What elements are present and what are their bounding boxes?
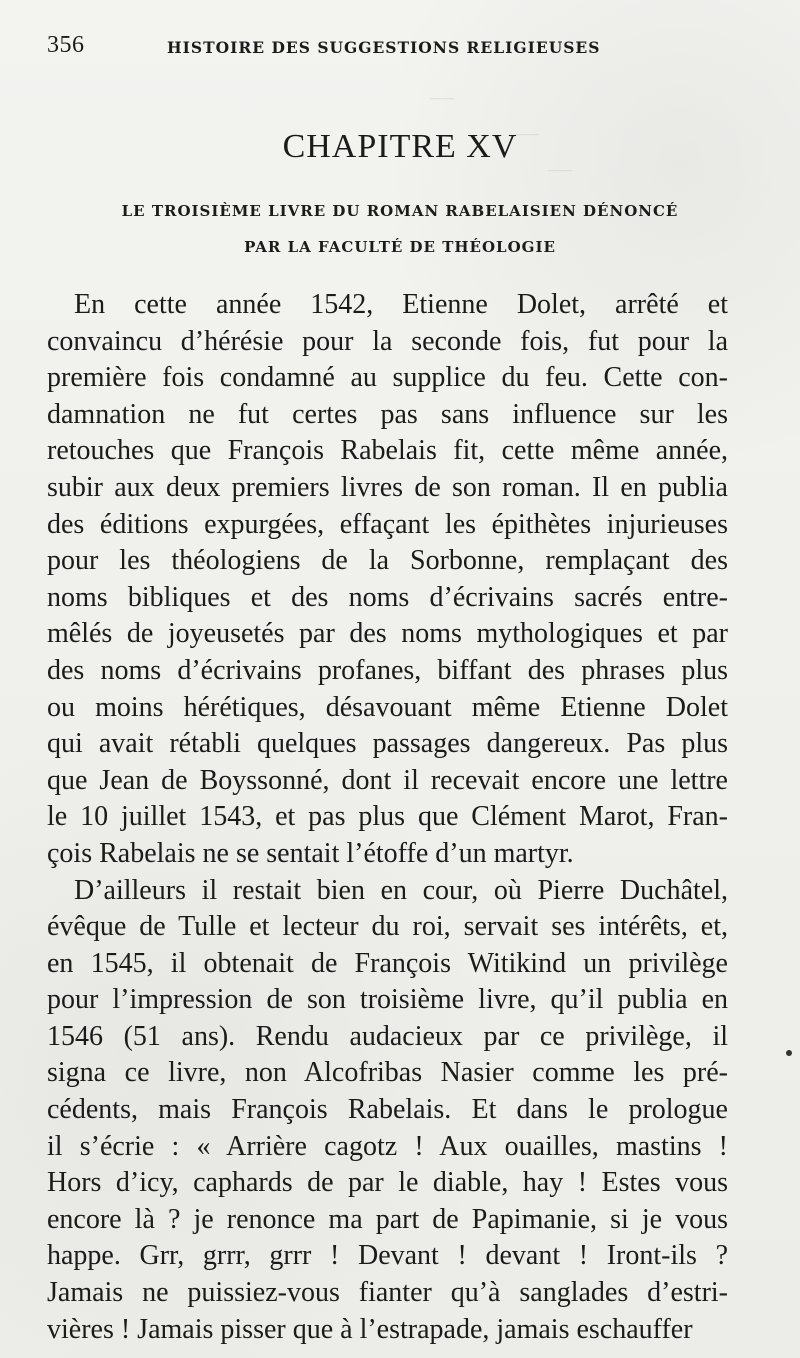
paragraph-2-line-11: happe. Grr, grrr, grrr ! Devant ! devant ! Iront-ils ? — [47, 1240, 728, 1272]
paragraph-1-line-1: En cette année 1542, Etienne Dolet, arrêté et — [74, 289, 728, 320]
paragraph-1-line-10: mêlés de joyeusetés par des noms mythologiques et par — [47, 618, 728, 650]
page-number: 356 — [47, 32, 85, 58]
paragraph-2-line-10: encore là ? je renonce ma part de Papimanie, si je vous — [47, 1203, 728, 1235]
paragraph-2-line-2: évêque de Tulle et lecteur du roi, servait ses intérêts, et, — [47, 911, 728, 943]
paragraph-1-line-13: qui avait rétabli quelques passages dangereux. Pas plus — [47, 728, 728, 760]
bleed-through-text: — — [548, 159, 572, 185]
paragraph-2-line-1: D’ailleurs il restait bien en cour, où Pierre Duchâtel, — [74, 874, 728, 906]
body-text — [47, 287, 728, 1348]
paragraph-1-line-5: retouches que François Rabelais fit, cette même année, — [47, 435, 728, 467]
paragraph-2-line-4: pour l’impression de son troisième livre, qu’il publia en — [47, 984, 728, 1016]
running-head — [47, 32, 752, 64]
paragraph-1-line-15: le 10 juillet 1543, et pas plus que Clément Marot, Fran- — [47, 801, 728, 833]
paragraph-1-line-16: çois Rabelais ne se sentait l’étoffe d’un martyr. — [47, 837, 574, 869]
paragraph-2-line-6: signa ce livre, non Alcofribas Nasier comme les pré- — [47, 1057, 728, 1089]
bleed-through-text: — — [430, 87, 454, 113]
chapter-subtitle-line-2: PAR LA FACULTÉ DE THÉOLOGIE — [244, 238, 556, 256]
paragraph-2-line-13: vières ! Jamais pisser que à l’estrapade, jamais eschauffer — [47, 1313, 693, 1345]
paragraph-1-line-14: que Jean de Boyssonné, dont il recevait encore une lettre — [47, 764, 728, 796]
paragraph-2-line-8: il s’écrie : « Arrière cagotz ! Aux ouailles, mastins ! — [47, 1130, 728, 1162]
paragraph-1-line-6: subir aux deux premiers livres de son roman. Il en publia — [47, 471, 728, 503]
chapter-title: CHAPITRE XV — [282, 128, 518, 165]
chapter-subtitle-line-1: LE TROISIÈME LIVRE DU ROMAN RABELAISIEN DÉNONCÉ — [121, 202, 679, 220]
paragraph-1-line-2: convaincu d’hérésie pour la seconde fois, fut pour la — [47, 325, 728, 357]
paragraph-1-line-12: ou moins hérétiques, désavouant même Etienne Dolet — [47, 691, 728, 723]
paragraph-2-line-3: en 1545, il obtenait de François Witikind un privilège — [47, 947, 728, 979]
paragraph-1-line-11: des noms d’écrivains profanes, biffant des phrases plus — [47, 654, 728, 686]
ink-dot — [786, 1050, 792, 1056]
running-title: HISTOIRE DES SUGGESTIONS RELIGIEUSES — [167, 38, 601, 57]
paragraph-2-line-7: cédents, mais François Rabelais. Et dans le prologue — [47, 1094, 728, 1126]
paragraph-1-line-7: des éditions expurgées, effaçant les épithètes injurieuses — [47, 508, 728, 540]
paragraph-1-line-8: pour les théologiens de la Sorbonne, remplaçant des — [47, 545, 728, 577]
paragraph-1-line-4: damnation ne fut certes pas sans influence sur les — [47, 398, 728, 430]
paragraph-1-line-3: première fois condamné au supplice du feu. Cette con- — [47, 362, 728, 394]
paragraph-2-line-5: 1546 (51 ans). Rendu audacieux par ce privilège, il — [47, 1020, 728, 1052]
bleed-through-text: — — [515, 123, 539, 149]
paragraph-2-line-12: Jamais ne puissiez-vous fianter qu’à sanglades d’estri- — [47, 1277, 728, 1309]
paragraph-1-line-9: noms bibliques et des noms d’écrivains sacrés entre- — [47, 581, 728, 613]
paragraph-2-line-9: Hors d’icy, caphards de par le diable, hay ! Estes vous — [47, 1167, 728, 1199]
